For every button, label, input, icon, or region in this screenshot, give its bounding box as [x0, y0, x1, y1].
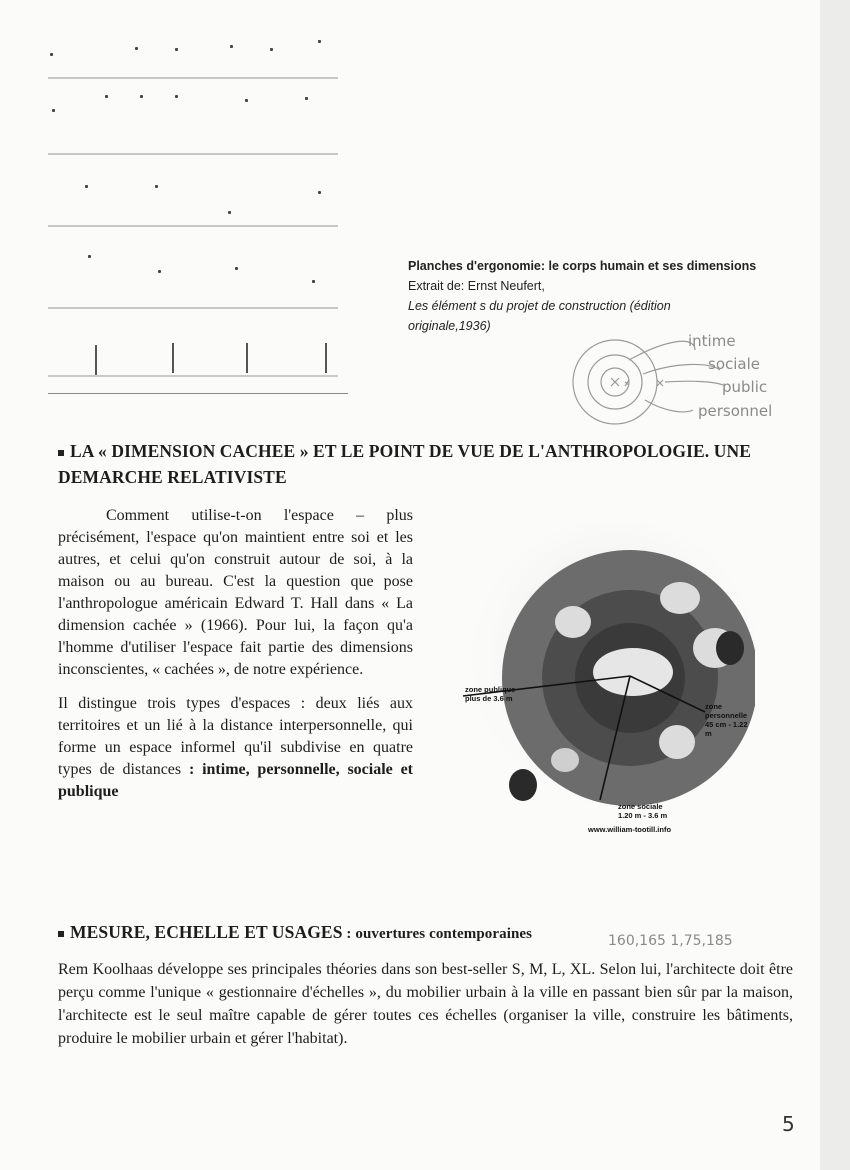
section-heading-mesure-echelle: MESURE, ECHELLE ET USAGES : ouvertures contemporaines	[58, 922, 658, 943]
bullet-icon	[58, 450, 64, 456]
section-heading-dimension-cachee: LA « DIMENSION CACHEE » ET LE POINT DE VUE DE L'ANTHROPOLOGIE. UNE DEMARCHE RELATIVISTE	[58, 441, 751, 487]
scan-edge	[820, 0, 850, 1170]
caption-source: Extrait de: Ernst Neufert,	[408, 279, 545, 293]
caption-title: Planches d'ergonomie: le corps humain et ses dimensions	[408, 259, 757, 273]
handwritten-personnel: personnel	[698, 402, 773, 420]
paragraph-hall: Comment utilise-t-on l'espace – plus précisément, l'espace qu'on maintient entre soi et les autres, et celui qu'on construit autour de soi, à la maison ou au bureau. C'est la question que pose l'anthropologue américain Edward T. Hall dans « La dimension cachée » (1966). Pour lui, la façon qu'a l'homme d'utiliser l'espace fait partie des dimensions inconscientes, « cachées », de notre expérience.	[58, 507, 413, 678]
handwritten-numbers: 160,165 1,75,185	[608, 933, 733, 949]
caption-book-title: Les élément s du projet de construction (édition	[408, 299, 671, 313]
proxemics-figure	[455, 520, 755, 850]
handwritten-public: public	[722, 378, 768, 396]
paragraph-distances: Il distingue trois types d'espaces : deux liés aux territoires et un lié à la distance interpersonnelle, qui forme un espace informel qu'il subdivise en quatre types de distances : intime, personnelle, sociale et publique	[58, 695, 414, 800]
ergonomic-plates-figure	[40, 15, 350, 400]
label-zone-personnelle: zone personnelle 45 cm - 1.22 m	[705, 702, 748, 738]
figure-credit: www.william-tootill.info	[588, 825, 672, 834]
handwritten-sociale: sociale	[708, 355, 760, 373]
figure-caption	[408, 256, 768, 336]
page-number: 5	[782, 1112, 795, 1136]
section1-text	[58, 505, 413, 803]
paragraph-koolhaas: Rem Koolhaas développe ses principales théories dans son best-seller S, M, L, XL. Selon lui, l'architecte doit être perçu comme l'unique « gestionnaire d'échelles », du mobilier urbain à la ville en passant bien sûr par la maison, l'architecte est le seul maître capable de gérer toutes ces échelles (organiser la ville, construire les bâtiments, produire le mobilier urbain et gérer l'habitat).	[58, 961, 793, 1047]
caption-book-edition: originale,1936)	[408, 319, 491, 333]
label-zone-publique: zone publique plus de 3.6 m	[465, 685, 516, 703]
handwritten-intime: intime	[688, 332, 736, 350]
bullet-icon	[58, 931, 64, 937]
label-zone-sociale: zone sociale 1.20 m - 3.6 m	[618, 802, 668, 820]
